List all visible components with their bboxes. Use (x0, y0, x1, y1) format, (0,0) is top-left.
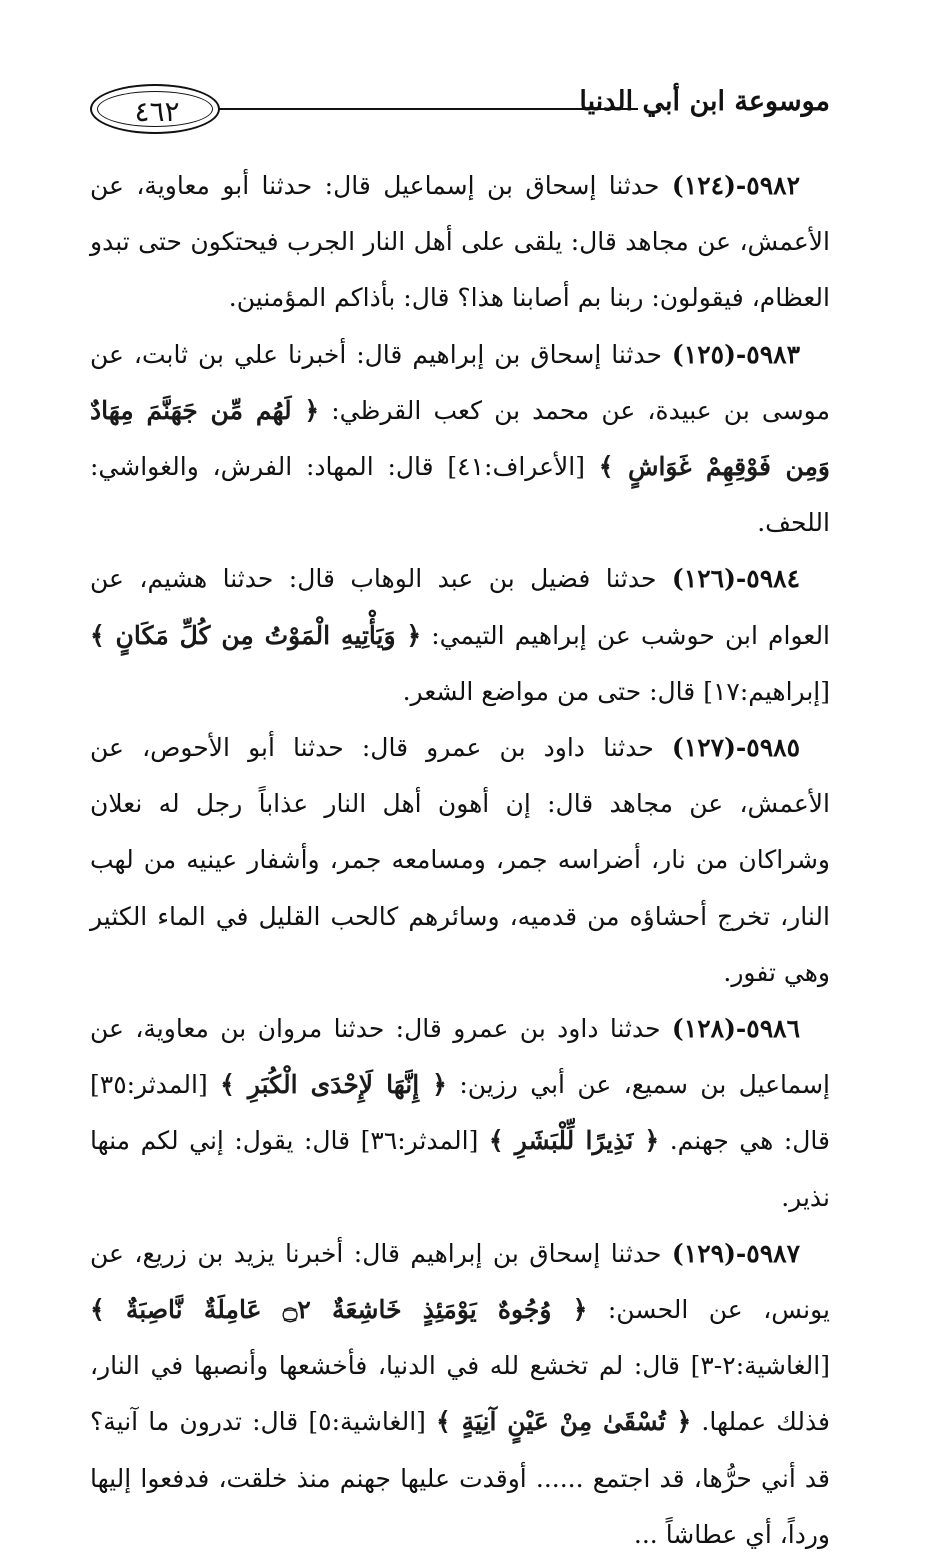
entry-text: حدثنا داود بن عمرو قال: حدثنا أبو الأحوص، عن الأعمش، عن مجاهد قال: إن أهون أهل النار عذاباً رجل له نعلان وشراكان من نار، أضراسه جمر، ومسامعه جمر، وأشفار عينيه من لهب النار، تخرج أحشاؤه من قدميه، وسائرهم كالحب القليل في الماء الكثير وهي تفور. (90, 733, 830, 987)
quran-quote-2: ﴿ تُسْقَىٰ مِنْ عَيْنٍ آنِيَةٍ ﴾ (436, 1407, 692, 1437)
entry-text-after: [المدثر:٣٦] قال: يقول: إني لكم منها نذير. (90, 1126, 830, 1212)
book-title: موسوعة ابن أبي الدنيا (579, 86, 830, 117)
entry-text: حدثنا إسحاق بن إبراهيم قال: أخبرنا يزيد بن زريع، عن يونس، عن الحسن: (90, 1238, 830, 1325)
entry-5983 (90, 327, 830, 552)
entry-number: ٥٩٨٢-(١٢٤) (671, 171, 800, 200)
entry-5984 (90, 551, 830, 720)
entry-number: ٥٩٨٣-(١٢٥) (671, 339, 800, 369)
body-text (90, 158, 830, 1563)
entry-5982 (90, 158, 830, 327)
entry-text-after: [الغاشية:٥] قال: تدرون ما آنية؟ قد أني حرُّها، قد اجتمع ...... أوقدت عليها جهنم منذ خلقت، فدفعوا إليها ورداً، أي عطاشاً ... (90, 1407, 830, 1549)
entry-text-middle: [الغاشية:٢-٣] قال: لم تخشع لله في الدنيا، فأخشعها وأنصبها في النار، فذلك عملها. (90, 1351, 831, 1437)
page-number: ٤٦٢ (134, 94, 180, 128)
entry-text: حدثنا داود بن عمرو قال: حدثنا مروان بن معاوية، عن إسماعيل بن سميع، عن أبي رزين: (90, 1014, 831, 1100)
entry-number: ٥٩٨٤-(١٢٦) (671, 564, 800, 594)
quran-quote-2: ﴿ نَذِيرًا لِّلْبَشَرِ ﴾ (488, 1126, 660, 1156)
entry-number: ٥٩٨٥-(١٢٧) (671, 733, 800, 763)
entry-number: ٥٩٨٧-(١٢٩) (671, 1238, 800, 1268)
header-rule (218, 108, 638, 110)
entry-number: ٥٩٨٦-(١٢٨) (671, 1014, 800, 1044)
quran-quote: ﴿ وَيَأْتِيهِ الْمَوْتُ مِن كُلِّ مَكَانٍ ﴾ (90, 620, 422, 650)
entry-text-after: [إبراهيم:١٧] قال: حتى من مواضع الشعر. (402, 676, 830, 706)
entry-text: حدثنا إسحاق بن إبراهيم قال: أخبرنا علي بن ثابت، عن موسى بن عبيدة، عن محمد بن كعب القرظي: (90, 339, 830, 425)
page-number-frame (90, 84, 220, 134)
quran-quote: ﴿ وُجُوهٌ يَوْمَئِذٍ خَاشِعَةٌ ۝٢ عَامِلَةٌ نَّاصِبَةٌ ﴾ (90, 1295, 588, 1325)
quran-quote: ﴿ إِنَّهَا لَإِحْدَى الْكُبَرِ ﴾ (220, 1070, 447, 1100)
entry-5985 (90, 720, 830, 1001)
entry-5987 (90, 1226, 830, 1563)
entry-text-middle: [المدثر:٣٥] قال: هي جهنم. (90, 1070, 830, 1156)
quran-quote: ﴿ لَهُم مِّن جَهَنَّمَ مِهَادٌ وَمِن فَوْقِهِمْ غَوَاشٍ ﴾ (90, 395, 830, 482)
entry-text-after: [الأعراف:٤١] قال: المهاد: الفرش، والغواشي: اللحف. (90, 452, 830, 538)
entry-text: حدثنا فضيل بن عبد الوهاب قال: حدثنا هشيم، عن العوام ابن حوشب عن إبراهيم التيمي: (90, 564, 831, 650)
page-header (90, 76, 830, 140)
entry-text: حدثنا إسحاق بن إسماعيل قال: حدثنا أبو معاوية، عن الأعمش، عن مجاهد قال: يلقى على أهل النار الجرب فيحتكون حتى تبدو العظام، فيقولون: ربنا بم أصابنا هذا؟ قال: بأذاكم المؤمنين. (90, 171, 830, 313)
entry-5986 (90, 1001, 830, 1226)
